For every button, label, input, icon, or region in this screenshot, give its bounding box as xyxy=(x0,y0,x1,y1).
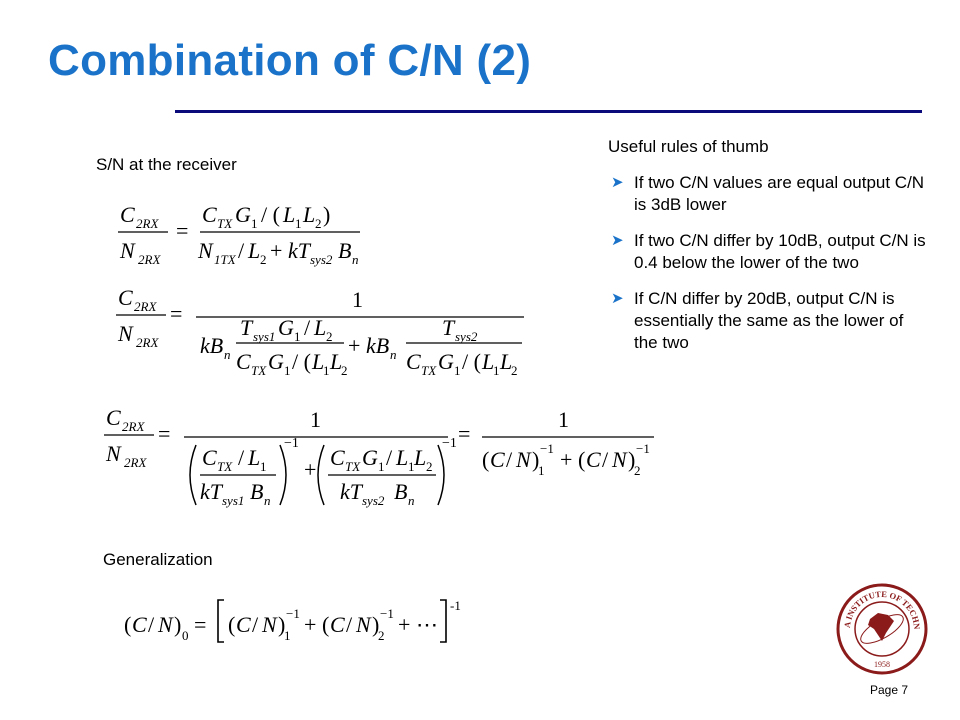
svg-text:sys2: sys2 xyxy=(455,329,478,344)
svg-text:C: C xyxy=(586,447,601,472)
svg-text:sys1: sys1 xyxy=(253,329,276,344)
svg-text:1: 1 xyxy=(352,287,363,312)
svg-text:1: 1 xyxy=(454,363,461,378)
svg-text:L: L xyxy=(482,349,495,374)
svg-text:L: L xyxy=(396,445,409,470)
svg-text:C: C xyxy=(202,202,217,227)
svg-text:TX: TX xyxy=(421,363,437,378)
svg-text:=: = xyxy=(458,421,471,446)
svg-text:2: 2 xyxy=(326,329,333,344)
svg-text:kT: kT xyxy=(340,479,362,504)
svg-text:C: C xyxy=(236,349,251,374)
page-title: Combination of C/N (2) xyxy=(48,36,532,85)
svg-text:1: 1 xyxy=(295,216,302,231)
svg-text:N: N xyxy=(516,447,531,472)
svg-text:−1: −1 xyxy=(540,441,554,456)
svg-text:/: / xyxy=(304,315,311,340)
svg-text:L: L xyxy=(283,202,296,227)
svg-text:): ) xyxy=(532,447,540,472)
svg-text:(: ( xyxy=(228,612,236,637)
svg-text:L: L xyxy=(500,349,513,374)
svg-text:G: G xyxy=(362,445,378,470)
svg-text:/: / xyxy=(238,445,245,470)
svg-text:n: n xyxy=(408,493,415,508)
svg-text:L: L xyxy=(248,445,261,470)
svg-text:L: L xyxy=(303,202,316,227)
svg-text:L: L xyxy=(248,238,261,263)
page-number: Page 7 xyxy=(870,683,909,697)
svg-text:−1: −1 xyxy=(380,606,394,621)
svg-text:TX: TX xyxy=(217,216,233,231)
svg-text:N: N xyxy=(120,238,135,263)
svg-text:C: C xyxy=(202,445,217,470)
svg-text:1: 1 xyxy=(284,628,291,643)
rule-text: If two C/N differ by 10dB, output C/N is 0.4 below the lower of the two xyxy=(634,231,926,272)
rule-item xyxy=(608,288,928,354)
svg-text:G: G xyxy=(278,315,294,340)
svg-text:N: N xyxy=(158,612,173,637)
svg-text:2: 2 xyxy=(634,463,641,478)
arrow-bullet-icon: ➤ xyxy=(611,174,624,191)
svg-text:1: 1 xyxy=(260,459,267,474)
rule-item xyxy=(608,230,928,274)
svg-text:B: B xyxy=(250,479,264,504)
svg-text:2: 2 xyxy=(260,252,267,267)
svg-text:2RX: 2RX xyxy=(136,216,159,231)
svg-text:/: / xyxy=(238,238,245,263)
svg-text:=: = xyxy=(158,421,171,446)
svg-text:−1: −1 xyxy=(284,436,299,451)
svg-text:1: 1 xyxy=(323,363,330,378)
svg-text:1: 1 xyxy=(538,463,545,478)
equation-2 xyxy=(116,285,536,390)
svg-text:1: 1 xyxy=(408,459,415,474)
svg-text:L: L xyxy=(330,349,343,374)
svg-text:2: 2 xyxy=(511,363,518,378)
svg-text:N: N xyxy=(106,441,121,466)
svg-text:(: ( xyxy=(322,612,330,637)
arrow-bullet-icon: ➤ xyxy=(611,232,624,249)
svg-text:G: G xyxy=(438,349,454,374)
svg-text:(: ( xyxy=(578,447,586,472)
svg-text:2: 2 xyxy=(315,216,322,231)
svg-text:C: C xyxy=(490,447,505,472)
svg-text:kB: kB xyxy=(366,333,390,358)
svg-text:): ) xyxy=(174,612,182,637)
rule-text: If C/N differ by 20dB, output C/N is essentially the same as the lower of the two xyxy=(634,289,904,352)
svg-text:C: C xyxy=(118,285,133,310)
svg-text:N: N xyxy=(262,612,277,637)
title-underline xyxy=(175,110,922,113)
svg-text:TX: TX xyxy=(217,459,233,474)
svg-text:): ) xyxy=(278,612,286,637)
equation-3 xyxy=(104,405,664,520)
arrow-bullet-icon: ➤ xyxy=(611,290,624,307)
svg-text:+: + xyxy=(304,612,317,637)
svg-text:G: G xyxy=(268,349,284,374)
svg-text:/: / xyxy=(506,447,513,472)
svg-text:): ) xyxy=(323,202,331,227)
svg-text:N: N xyxy=(198,238,213,263)
svg-text:n: n xyxy=(224,347,231,362)
svg-text:2: 2 xyxy=(426,459,433,474)
svg-text:2: 2 xyxy=(341,363,348,378)
svg-text:+: + xyxy=(270,238,283,263)
svg-text:/: / xyxy=(346,612,353,637)
svg-text:kT: kT xyxy=(288,238,310,263)
svg-text:0: 0 xyxy=(182,628,189,643)
svg-text:/ (: / ( xyxy=(261,202,280,227)
svg-text:1: 1 xyxy=(558,407,569,432)
svg-text:kB: kB xyxy=(200,333,224,358)
svg-text:=: = xyxy=(176,218,189,243)
svg-text:/: / xyxy=(386,445,393,470)
svg-text:): ) xyxy=(372,612,380,637)
svg-text:T: T xyxy=(442,315,455,340)
rules-heading: Useful rules of thumb xyxy=(608,137,769,156)
svg-text:1: 1 xyxy=(310,407,321,432)
svg-text:sys2: sys2 xyxy=(362,493,385,508)
rule-text: If two C/N values are equal output C/N is 3dB lower xyxy=(634,173,925,214)
svg-text:T: T xyxy=(240,315,253,340)
university-seal-icon xyxy=(836,583,928,675)
svg-text:/: / xyxy=(602,447,609,472)
svg-text:2RX: 2RX xyxy=(138,252,161,267)
svg-text:−1: −1 xyxy=(286,606,300,621)
svg-text:+: + xyxy=(398,612,411,637)
seal-arc-text: A INSTITUTE OF TECHN xyxy=(841,588,923,630)
svg-text:C: C xyxy=(106,405,121,430)
svg-text:+: + xyxy=(348,333,361,358)
svg-text:2RX: 2RX xyxy=(134,299,157,314)
seal-year: 1958 xyxy=(874,660,890,669)
svg-text:(: ( xyxy=(482,447,490,472)
svg-text:C: C xyxy=(132,612,147,637)
sn-receiver-label: S/N at the receiver xyxy=(96,155,237,174)
svg-text:C: C xyxy=(330,445,345,470)
svg-text:sys2: sys2 xyxy=(310,252,333,267)
rules-of-thumb xyxy=(608,136,928,368)
svg-text:L: L xyxy=(414,445,427,470)
svg-text:B: B xyxy=(394,479,408,504)
svg-text:1: 1 xyxy=(378,459,385,474)
svg-text:): ) xyxy=(628,447,636,472)
svg-text:sys1: sys1 xyxy=(222,493,245,508)
svg-text:kT: kT xyxy=(200,479,222,504)
equation-4 xyxy=(122,596,462,651)
svg-text:C: C xyxy=(120,202,135,227)
svg-text:/: / xyxy=(148,612,155,637)
svg-text:2RX: 2RX xyxy=(124,455,147,470)
svg-text:L: L xyxy=(312,349,325,374)
svg-text:2RX: 2RX xyxy=(122,419,145,434)
svg-text:N: N xyxy=(118,321,133,346)
svg-text:1: 1 xyxy=(284,363,291,378)
svg-text:⋯: ⋯ xyxy=(416,612,438,637)
svg-text:N: N xyxy=(356,612,371,637)
svg-text:n: n xyxy=(390,347,397,362)
svg-text:=: = xyxy=(170,301,183,326)
svg-text:N: N xyxy=(612,447,627,472)
svg-text:/ (: / ( xyxy=(292,349,311,374)
svg-text:n: n xyxy=(264,493,271,508)
svg-text:2: 2 xyxy=(378,628,385,643)
svg-text:TX: TX xyxy=(345,459,361,474)
svg-text:/ (: / ( xyxy=(462,349,481,374)
svg-text:C: C xyxy=(236,612,251,637)
svg-text:(: ( xyxy=(124,612,132,637)
rule-item xyxy=(608,172,928,216)
svg-text:1: 1 xyxy=(493,363,500,378)
svg-text:/: / xyxy=(252,612,259,637)
svg-text:+: + xyxy=(304,457,317,482)
svg-text:C: C xyxy=(406,349,421,374)
svg-text:−1: −1 xyxy=(442,436,457,451)
equation-1 xyxy=(118,198,378,273)
generalization-label: Generalization xyxy=(103,550,213,569)
svg-text:-1: -1 xyxy=(450,598,461,613)
svg-text:L: L xyxy=(314,315,327,340)
svg-text:n: n xyxy=(352,252,359,267)
svg-text:1TX: 1TX xyxy=(214,252,236,267)
svg-text:C: C xyxy=(330,612,345,637)
svg-text:G: G xyxy=(235,202,251,227)
svg-text:TX: TX xyxy=(251,363,267,378)
svg-text:−1: −1 xyxy=(636,441,650,456)
svg-text:=: = xyxy=(194,612,207,637)
svg-text:1: 1 xyxy=(294,329,301,344)
svg-text:+: + xyxy=(560,447,573,472)
svg-text:1: 1 xyxy=(251,216,258,231)
svg-text:2RX: 2RX xyxy=(136,335,159,350)
svg-text:B: B xyxy=(338,238,352,263)
